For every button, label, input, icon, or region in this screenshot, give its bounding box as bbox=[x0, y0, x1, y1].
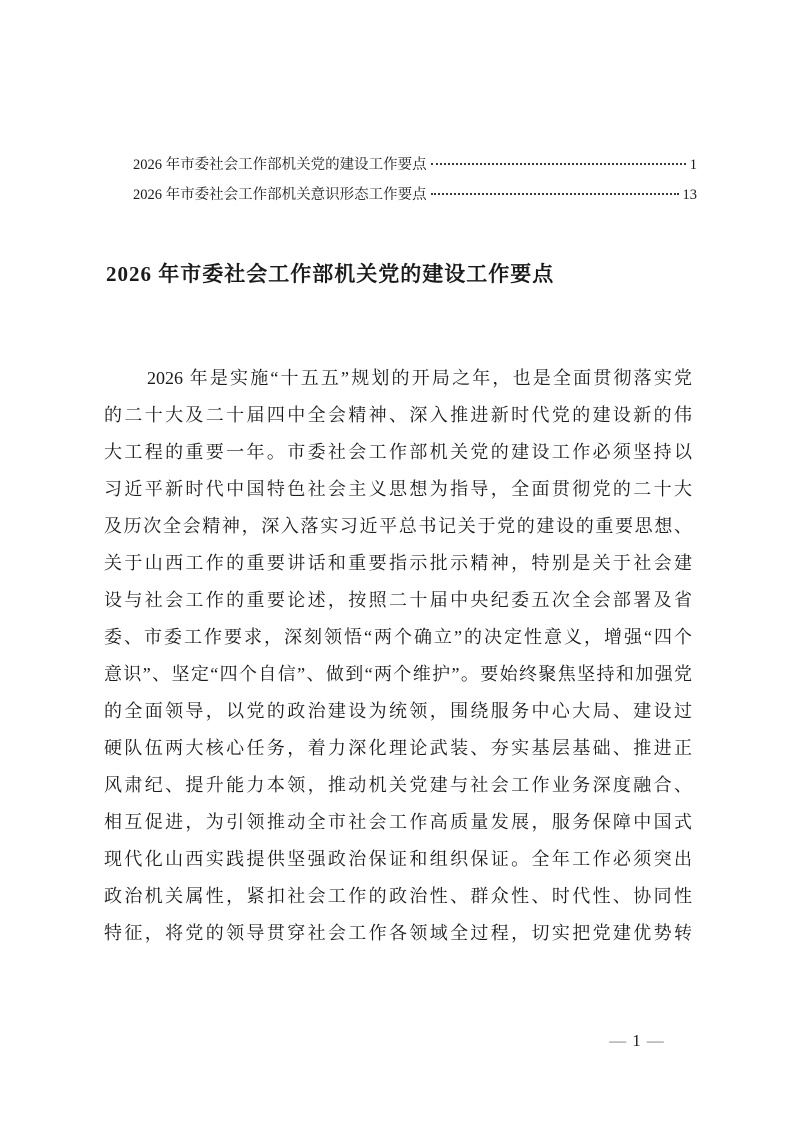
body-line: 的二十大及二十届四中全会精神、深入推进新时代党的建设新的伟 bbox=[104, 405, 692, 425]
toc-dot-leader bbox=[431, 193, 679, 195]
table-of-contents bbox=[133, 153, 697, 213]
page-number-dash-right: — bbox=[646, 1031, 665, 1050]
toc-entry[interactable] bbox=[133, 183, 697, 213]
body-line: 硬队伍两大核心任务，着力深化理论武装、夯实基层基础、推进正 bbox=[104, 738, 692, 758]
page-number: 1 bbox=[632, 1031, 642, 1050]
page-number-dash-left: — bbox=[609, 1031, 628, 1050]
body-line: 习近平新时代中国特色社会主义思想为指导，全面贯彻党的二十大 bbox=[104, 479, 692, 499]
body-line: 政治机关属性，紧扣社会工作的政治性、群众性、时代性、协同性 bbox=[104, 886, 692, 906]
body-line: 相互促进，为引领推动全市社会工作高质量发展，服务保障中国式 bbox=[104, 812, 692, 832]
toc-entry-title: 2026 年市委社会工作部机关党的建设工作要点 bbox=[133, 157, 427, 173]
body-line: 2026 年是实施“十五五”规划的开局之年，也是全面贯彻落实党 bbox=[147, 368, 692, 388]
body-line: 关于山西工作的重要讲话和重要指示批示精神，特别是关于社会建 bbox=[104, 553, 692, 573]
body-line: 大工程的重要一年。市委社会工作部机关党的建设工作必须坚持以 bbox=[104, 442, 692, 462]
toc-entry-title: 2026 年市委社会工作部机关意识形态工作要点 bbox=[133, 187, 427, 203]
body-line: 特征，将党的领导贯穿社会工作各领域全过程，切实把党建优势转 bbox=[104, 923, 692, 943]
body-line: 及历次全会精神，深入落实习近平总书记关于党的建设的重要思想、 bbox=[104, 516, 692, 536]
body-line: 的全面领导，以党的政治建设为统领，围绕服务中心大局、建设过 bbox=[104, 701, 692, 721]
body-paragraph bbox=[104, 360, 692, 952]
toc-entry-page: 1 bbox=[689, 157, 697, 173]
body-line: 委、市委工作要求，深刻领悟“两个确立”的决定性意义，增强“四个 bbox=[104, 627, 692, 647]
page-number-footer bbox=[537, 1031, 737, 1051]
body-line: 意识”、坚定“四个自信”、做到“两个维护”。要始终聚焦坚持和加强党 bbox=[104, 664, 692, 684]
document-title: 2026 年市委社会工作部机关党的建设工作要点 bbox=[106, 262, 555, 286]
toc-entry-page: 13 bbox=[682, 187, 697, 203]
body-line: 设与社会工作的重要论述，按照二十届中央纪委五次全会部署及省 bbox=[104, 590, 692, 610]
toc-dot-leader bbox=[431, 163, 686, 165]
body-line: 风肃纪、提升能力本领，推动机关党建与社会工作业务深度融合、 bbox=[104, 775, 692, 795]
toc-entry[interactable] bbox=[133, 153, 697, 183]
body-line: 现代化山西实践提供坚强政治保证和组织保证。全年工作必须突出 bbox=[104, 849, 692, 869]
